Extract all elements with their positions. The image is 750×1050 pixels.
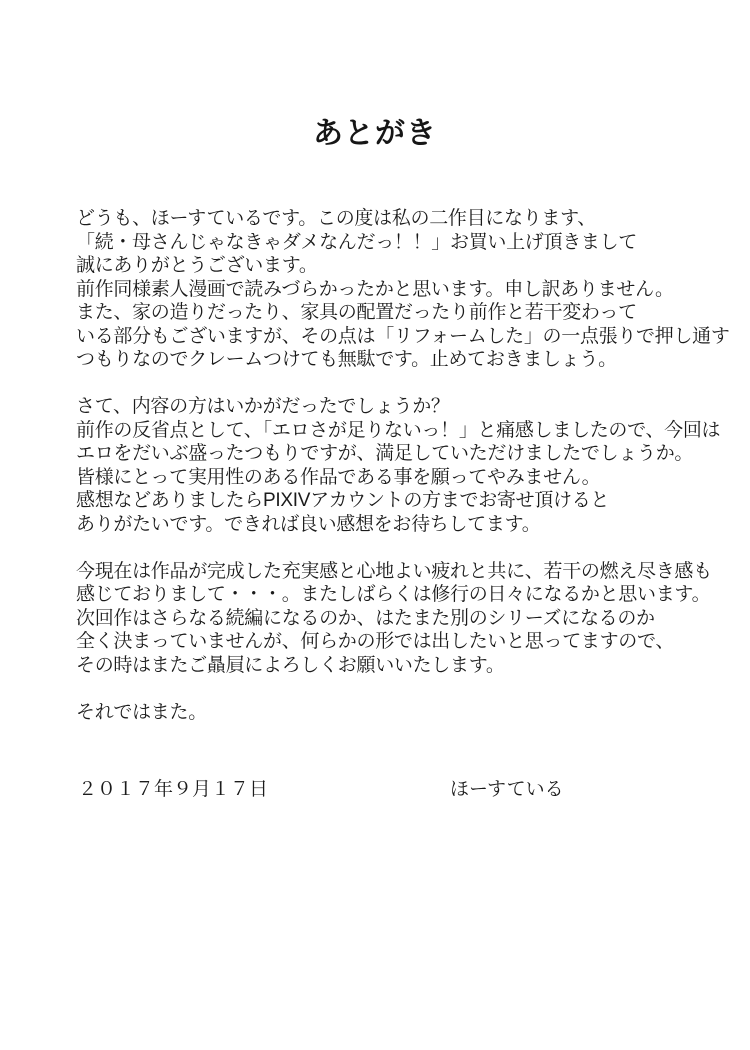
body-text <box>76 207 730 724</box>
text-line: つもりなのでクレームつけても無駄です。止めておきましょう。 <box>76 349 617 370</box>
text-line: その時はまたご贔屓によろしくお願いいたします。 <box>76 654 505 676</box>
text-line: 感想などありましたらPIXIVアカウントの方までお寄せ頂けると <box>76 490 610 511</box>
paragraph <box>76 207 730 372</box>
text-line: 皆様にとって実用性のある作品である事を願ってやみません。 <box>76 466 601 488</box>
author-name: ほーすている <box>450 779 564 800</box>
text-line: 全く決まっていませんが、何らかの形では出したいと思ってますので、 <box>76 631 675 652</box>
paragraph <box>76 560 726 678</box>
paragraph <box>76 395 726 536</box>
text-line: 前作同様素人漫画で読みづらかったかと思います。申し訳ありません。 <box>76 278 674 300</box>
text-line: いる部分もございますが、その点は「リフォームした」の一点張りで押し通す <box>76 325 730 347</box>
text-line: また、家の造りだったり、家具の配置だったり前作と若干変わって <box>76 302 637 323</box>
paragraph <box>76 701 726 725</box>
page-title: あとがき <box>313 117 437 150</box>
text-line: 誠にありがとうございます。 <box>76 255 318 276</box>
text-line: 今現在は作品が完成した充実感と心地よい疲れと共に、若干の燃え尽き感も <box>76 560 712 582</box>
text-line: 次回作はさらなる続編になるのか、はたまた別のシリーズになるのか <box>76 607 655 629</box>
text-line: どうも、ほーすているです。この度は私の二作目になります、 <box>76 208 596 229</box>
text-line: エロをだいぶ盛ったつもりですが、満足していただけましたでしょうか。 <box>76 443 694 464</box>
text-line: ありがたいです。できれば良い感想をお待ちしてます。 <box>76 513 541 535</box>
text-line: 「続・母さんじゃなきゃダメなんだっ！！」お買い上げ頂きまして <box>76 231 638 253</box>
footer <box>0 774 750 800</box>
text-line: それではまた。 <box>76 701 207 723</box>
date-text: ２０１７年９月１７日 <box>78 779 269 800</box>
text-line: 前作の反省点として、「エロさが足りないっ！」と痛感しましたので、今回は <box>76 419 721 441</box>
text-line: さて、内容の方はいかがだったでしょうか？ <box>76 396 450 417</box>
text-line: 感じておりまして・・・。またしばらくは修行の日々になるかと思います。 <box>76 584 711 605</box>
